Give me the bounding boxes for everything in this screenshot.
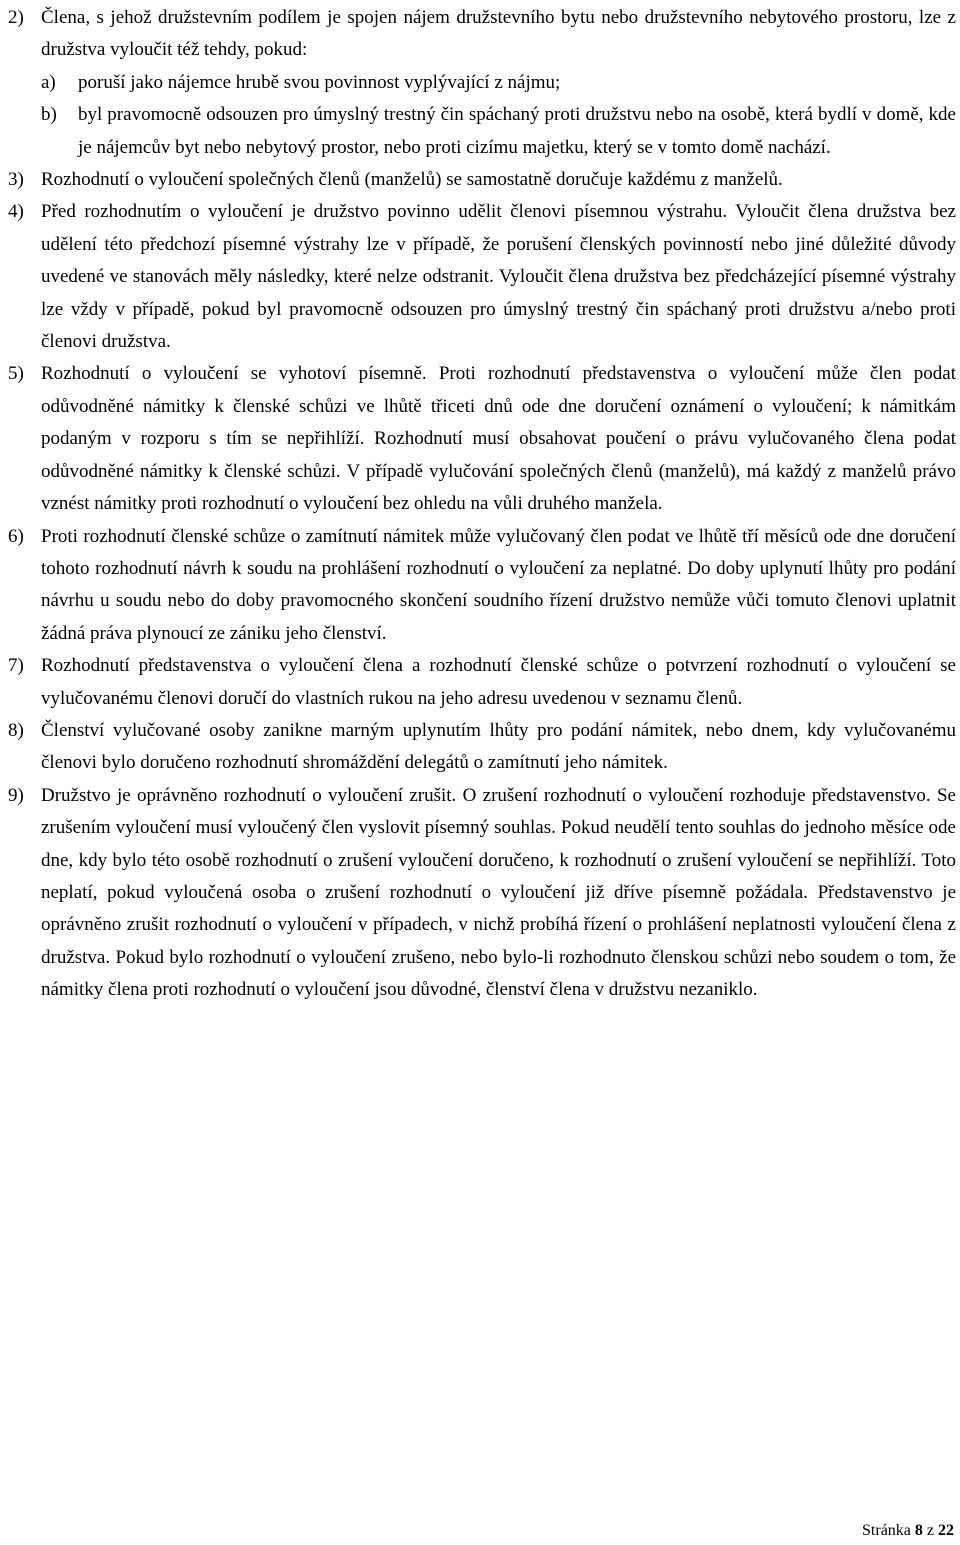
item-number: 9) bbox=[8, 784, 24, 806]
item-number: 3) bbox=[8, 169, 24, 191]
sub-item-b bbox=[41, 99, 956, 164]
document-body bbox=[8, 2, 956, 1007]
item-number: 7) bbox=[8, 655, 24, 677]
item-number: 6) bbox=[8, 525, 24, 547]
item-text: Rozhodnutí představenstva o vyloučení člena a rozhodnutí členské schůze o potvrzení rozhodnutí o vyloučení se vylučovanému členovi doručí do vlastních rukou na jeho adresu uvedenou v seznamu členů. bbox=[41, 655, 956, 709]
sub-item-label: b) bbox=[41, 104, 57, 126]
sub-item-label: a) bbox=[41, 71, 56, 93]
list-item-6 bbox=[8, 521, 956, 651]
item-text: Proti rozhodnutí členské schůze o zamítnutí námitek může vylučovaný člen podat ve lhůtě tří měsíců ode dne doručení tohoto rozhodnutí návrh k soudu na prohlášení rozhodnutí o vyloučení za neplatné. Do doby uplynutí lhůty pro podání návrhu u soudu nebo do doby pravomocného skončení soudního řízení družstvo nemůže vůči tomuto členovi uplatnit žádná práva plynoucí ze zániku jeho členství. bbox=[41, 525, 956, 644]
item-number: 4) bbox=[8, 201, 24, 223]
list-item-8 bbox=[8, 715, 956, 780]
item-text: Družstvo je oprávněno rozhodnutí o vyloučení zrušit. O zrušení rozhodnutí o vyloučení rozhoduje představenstvo. Se zrušením vyloučení musí vyloučený člen vyslovit písemný souhlas. Pokud neudělí tento souhlas do jednoho měsíce ode dne, kdy bylo této osobě rozhodnutí o zrušení vyloučení doručeno, k rozhodnutí o zrušení vyloučení se nepřihlíží. Toto neplatí, pokud vyloučená osoba o zrušení rozhodnutí o vyloučení již dříve písemně požádala. Představenstvo je oprávněno zrušit rozhodnutí o vyloučení v případech, v nichž probíhá řízení o prohlášení neplatnosti vyloučení člena z družstva. Pokud bylo rozhodnutí o vyloučení zrušeno, nebo bylo-li rozhodnuto členskou schůzi nebo soudem o tom, že námitky člena proti rozhodnutí o vyloučení jsou důvodné, členství člena v družstvu nezaniklo. bbox=[41, 784, 956, 1001]
item-text: Rozhodnutí o vyloučení se vyhotoví písemně. Proti rozhodnutí představenstva o vyloučení může člen podat odůvodněné námitky k členské schůzi ve lhůtě třiceti dnů ode dne doručení oznámení o vyloučení; k námitkám podaným v rozporu s tím se nepřihlíží. Rozhodnutí musí obsahovat poučení o právu vylučovaného člena podat odůvodněné námitky k členské schůzi. V případě vylučování společných členů (manželů), má každý z manželů právo vznést námitky proti rozhodnutí o vyloučení bez ohledu na vůli druhého manžela. bbox=[41, 363, 956, 515]
total-pages-number: 22 bbox=[938, 1522, 954, 1539]
item-text: Před rozhodnutím o vyloučení je družstvo povinno udělit členovi písemnou výstrahu. Vyloučit člena družstva bez udělení této předchozí písemné výstrahy lze v případě, že porušení členských povinností nebo jiné důležité důvody uvedené ve stanovách měly následky, které nelze odstranit. Vyloučit člena družstva bez předcházející písemné výstrahy lze vždy v případě, pokud byl pravomocně odsouzen pro úmyslný trestný čin spáchaný proti družstvu a/nebo proti členovi družstva. bbox=[41, 201, 956, 353]
item-text: Člena, s jehož družstevním podílem je spojen nájem družstevního bytu nebo družstevního nebytového prostoru, lze z družstva vyloučit též tehdy, pokud: bbox=[41, 7, 956, 61]
list-item-5 bbox=[8, 358, 956, 520]
list-item-7 bbox=[8, 650, 956, 715]
list-item-4 bbox=[8, 196, 956, 358]
page-label: Stránka bbox=[862, 1522, 911, 1539]
item-text: Rozhodnutí o vyloučení společných členů (manželů) se samostatně doručuje každému z manželů. bbox=[41, 169, 783, 191]
list-item-9 bbox=[8, 780, 956, 1007]
item-number: 5) bbox=[8, 363, 24, 385]
list-item-2 bbox=[8, 2, 956, 164]
item-text: Členství vylučované osoby zanikne marným uplynutím lhůty pro podání námitek, nebo dnem, kdy vylučovanému členovi bylo doručeno rozhodnutí shromáždění delegátů o zamítnutí jeho námitek. bbox=[41, 719, 956, 774]
sub-item-text: byl pravomocně odsouzen pro úmyslný trestný čin spáchaný proti družstvu nebo na osobě, která bydlí v domě, kde je nájemcův byt nebo nebytový prostor, nebo proti cizímu majetku, který se v tomto domě nachází. bbox=[78, 104, 956, 158]
page-separator: z bbox=[926, 1522, 934, 1539]
item-number: 2) bbox=[8, 7, 24, 28]
current-page-number: 8 bbox=[914, 1522, 923, 1539]
sub-item-a bbox=[41, 67, 956, 99]
item-number: 8) bbox=[8, 719, 24, 741]
sub-item-text: poruší jako nájemce hrubě svou povinnost vyplývající z nájmu; bbox=[78, 71, 561, 93]
list-item-3 bbox=[8, 164, 956, 196]
page-footer bbox=[862, 1522, 954, 1540]
